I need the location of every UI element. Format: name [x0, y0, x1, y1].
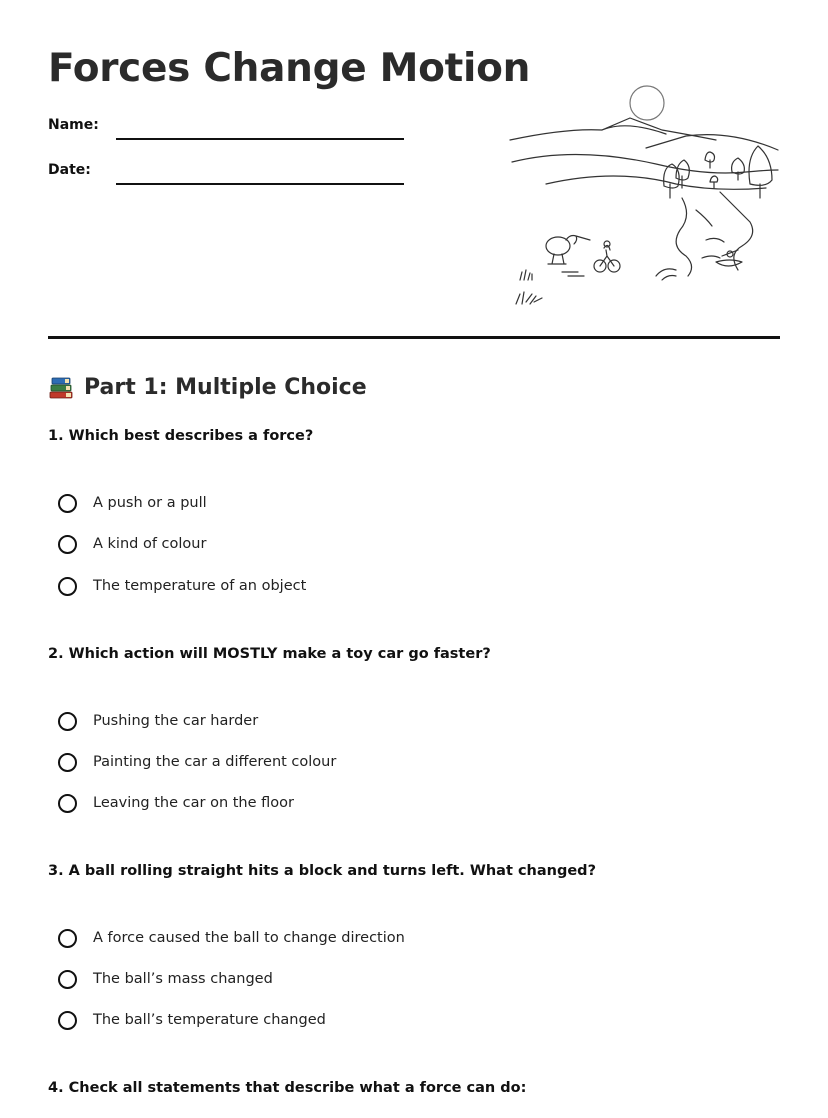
section-divider: [48, 336, 780, 339]
question-2: 2. Which action will MOSTLY make a toy car go faster?: [48, 646, 491, 662]
option-label: A kind of colour: [93, 536, 207, 552]
landscape-scene-illustration: [506, 80, 784, 312]
option-label: A push or a pull: [93, 495, 207, 511]
radio-button[interactable]: [58, 753, 77, 772]
question-3: 3. A ball rolling straight hits a block and turns left. What changed?: [48, 863, 596, 879]
radio-button[interactable]: [58, 712, 77, 731]
q1-option-3[interactable]: [58, 574, 306, 598]
q1-option-2[interactable]: [58, 532, 206, 556]
radio-button[interactable]: [58, 929, 77, 948]
name-line[interactable]: [116, 138, 404, 140]
option-label: A force caused the ball to change direction: [93, 930, 405, 946]
option-label: Pushing the car harder: [93, 713, 259, 729]
radio-button[interactable]: [58, 1011, 77, 1030]
part1-heading: [48, 374, 367, 400]
question-4: 4. Check all statements that describe what a force can do:: [48, 1080, 527, 1096]
option-label: Leaving the car on the floor: [93, 795, 294, 811]
q3-option-1[interactable]: [58, 926, 405, 950]
radio-button[interactable]: [58, 794, 77, 813]
option-label: The ball’s temperature changed: [93, 1012, 326, 1028]
q2-option-1[interactable]: [58, 709, 258, 733]
part1-title: Part 1: Multiple Choice: [84, 374, 367, 400]
q3-option-3[interactable]: [58, 1008, 326, 1032]
radio-button[interactable]: [58, 970, 77, 989]
q2-option-3[interactable]: [58, 791, 294, 815]
date-label: Date:: [48, 162, 91, 178]
books-emoji-icon: [48, 374, 74, 400]
radio-button[interactable]: [58, 577, 77, 596]
q2-option-2[interactable]: [58, 750, 336, 774]
question-1: 1. Which best describes a force?: [48, 428, 314, 444]
name-label: Name:: [48, 117, 99, 133]
radio-button[interactable]: [58, 494, 77, 513]
q3-option-2[interactable]: [58, 967, 273, 991]
radio-button[interactable]: [58, 535, 77, 554]
worksheet-title: Forces Change Motion: [48, 46, 531, 91]
option-label: The ball’s mass changed: [93, 971, 273, 987]
option-label: Painting the car a different colour: [93, 754, 337, 770]
option-label: The temperature of an object: [93, 578, 307, 594]
q1-option-1[interactable]: [58, 491, 207, 515]
date-line[interactable]: [116, 183, 404, 185]
